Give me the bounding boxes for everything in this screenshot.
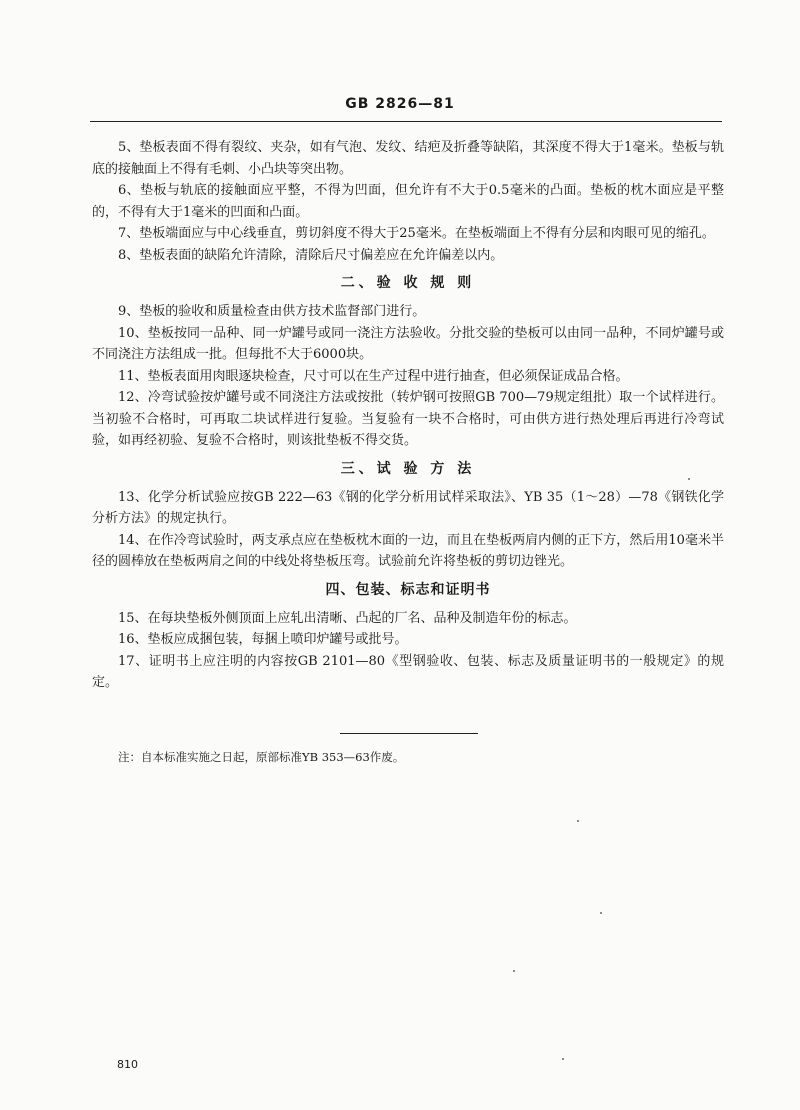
clause-10: 10、垫板按同一品种、同一炉罐号或同一浇注方法验收。分批交验的垫板可以由同一品种，不同炉罐号或不同浇注方法组成一批。但每批不大于6000块。 (92, 325, 724, 362)
header-rule (90, 121, 722, 122)
clause-9: 9、垫板的验收和质量检查由供方技术监督部门进行。 (118, 304, 426, 319)
scan-speck (513, 970, 515, 972)
section-title-acceptance-rules: 二、验 收 规 则 (340, 275, 476, 291)
clause-6: 6、垫板与轨底的接触面应平整，不得为凹面，但允许有不大于0.5毫米的凸面。垫板的枕木面应是平整的，不得有大于1毫米的凹面和凸面。 (92, 183, 724, 220)
scan-speck (600, 912, 602, 914)
clause-14: 14、在作冷弯试验时，两支承点应在垫板枕木面的一边，而且在垫板两肩内侧的正下方，然后用10毫米半径的圆棒放在垫板两肩之间的中线处将垫板压弯。试验前允许将垫板的剪切边锉光。 (92, 532, 724, 569)
page-number: 810 (117, 1058, 138, 1071)
clause-17: 17、证明书上应注明的内容按GB 2101—80《型钢验收、包装、标志及质量证明书的一般规定》的规定。 (92, 653, 724, 690)
clause-5: 5、垫板表面不得有裂纹、夹杂，如有气泡、发纹、结疤及折叠等缺陷，其深度不得大于1毫米。垫板与轨底的接触面上不得有毛刺、小凸块等突出物。 (92, 140, 724, 177)
scan-speck (562, 1058, 564, 1060)
clause-13: 13、化学分析试验应按GB 222—63《钢的化学分析用试样采取法》、YB 35（1～28）—78《钢铁化学分析方法》的规定执行。 (92, 489, 724, 526)
body-text (92, 137, 724, 694)
clause-11: 11、垫板表面用肉眼逐块检查，尺寸可以在生产过程中进行抽查，但必须保证成品合格。 (118, 368, 629, 384)
scan-speck (577, 820, 579, 822)
clause-12: 12、冷弯试验按炉罐号或不同浇注方法或按批（转炉钢可按照GB 700—79规定组批）取一个试样进行。当初验不合格时，可再取二块试样进行复验。当复验有一块不合格时，可由供方进行热处理后再进行冷弯试验，如再经初验、复验不合格时，则该批垫板不得交货。 (92, 390, 724, 448)
clause-7: 7、垫板端面应与中心线垂直，剪切斜度不得大于25毫米。在垫板端面上不得有分层和肉眼可见的缩孔。 (118, 226, 715, 241)
scan-speck (688, 478, 690, 480)
clause-16: 16、垫板应成捆包装，每捆上喷印炉罐号或批号。 (118, 632, 408, 647)
footnote: 注：自本标准实施之日起，原部标准YB 353—63作废。 (118, 750, 405, 764)
section-title-test-methods: 三、试 验 方 法 (340, 460, 476, 477)
section-title-packaging-marking: 四、包装、标志和证明书 (325, 581, 491, 598)
standard-code-header: GB 2826—81 (345, 96, 455, 112)
clause-15: 15、在每块垫板外侧顶面上应轧出清晰、凸起的厂名、品种及制造年份的标志。 (118, 610, 577, 626)
clause-8: 8、垫板表面的缺陷允许清除，清除后尺寸偏差应在允许偏差以内。 (118, 247, 504, 263)
footnote-rule (340, 733, 478, 734)
